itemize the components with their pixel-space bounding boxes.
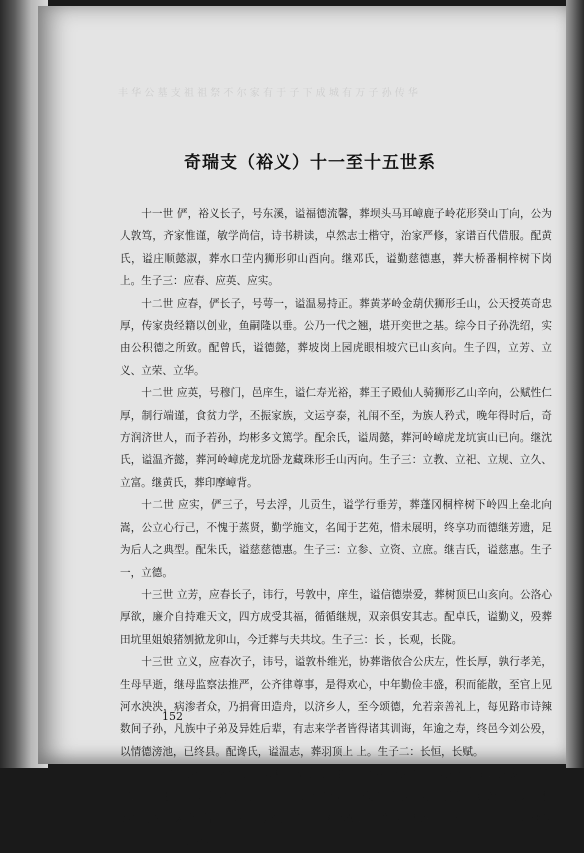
page-number: 152 xyxy=(162,710,183,723)
page-title: 奇瑞支（裕义）十一至十五世系 xyxy=(184,153,436,173)
paragraph-gen12-yingshi: 十二世 应实，俨三子，号去浮，儿贡生，谥学行垂芳，葬蓬冈桐梓树下岭四上垒北向嵩，公立心行己，不愧于蒸贤，勤学施文，名闻于艺苑，惜未展明，终享功而德继芳遗，足为后人之典型。配朱氏，谥慈慈德惠。生子三：立参、立资、立庶。继吉氏，谥慈惠。生子一，立德。 xyxy=(120,499,552,579)
paragraph-gen12-yingying: 十二世 应英，号穆门，邑庠生，谥仁寿光裕，葬王子殿仙人骑狮形乙山辛向，公赋性仁厚，制行端谨，食贫力学，丕振家族，文运亨泰，礼闱不至，为族人矜式，晚年得时后，奇方润济世人，而予若孙，均彬多文篤学。配余氏，谥周懿，葬河岭嶂虎龙坑寅山已向。继沈氏，谥温齐懿，葬河岭嶂虎龙坑卧龙藏珠形壬山丙向。生子三：立教、立祀、立规、立久、立富。继黄氏，葬印摩嶂背。 xyxy=(120,387,552,489)
paragraph-gen12-yingchun: 十二世 应春，俨长子，号萼一，谥温易持正。葬黄茅岭金葫伏狮形壬山，公天授英奇忠厚，传家贵经籍以创业，鱼嗣隆以垂。公乃一代之翘，堪开奕世之基。综今日子孙洗绍，实由公积德之所致。配曾氏，谥德懿，葬坡岗上园虎眼相坡穴已山亥向。生子四，立芳、立义、立荣、立华。 xyxy=(120,297,552,377)
paragraph-gen11-yan: 十一世 俨，裕义长子，号东溪，谥福德流馨，葬坝头马耳嶂鹿子岭花形癸山丁向，公为人敦笃，齐家惟谨，敏学尚信，诗书耕读，卓然志士楷守，治家严修，家谱百代借服。配黄氏，谥庄顺懿淑，葬水口茔内狮形卯山酉向。继邓氏，谥勤慈德惠，葬大桥番桐梓树下岗上。生子三：应春、应英、应实。 xyxy=(120,208,552,288)
bleed-through-text: 丰 华 公 墓 支 祖 祖 祭 不 尔 家 有 于 子 下 成 城 有 万 子 孙 传 华 xyxy=(118,88,418,98)
paragraph-gen13-lirong: 十三世 立荣，应春三子，讳稆，谥朗劲直毅，葬铁福坟右岸，公天性孝友，为乡里所饮式，兄弟析产，让旧宅而不居，与长兄营室岭西，著家训以教子孙，尤乐善好施，时因石源路阻河流，公力所辞之，行者便便，至今道路照领，见俗志。配朱氏，生子一：长存。继马氏，生子一：长存。 xyxy=(120,768,552,848)
paragraph-gen13-lifang: 十三世 立芳，应春长子，讳行，号敦中，庠生，谥信德崇爱，葬树顶巳山亥向。公洛心厚欲，廉介自持难天文，四方成受其福，循循继规，双亲俱安其志。配卓氏，谥勤义，殁葬田坑里姐娘猪刎掀龙卯山，今迁葬与夫共坟。生子三：长 ，长观，长陇。 xyxy=(120,588,552,646)
paragraph-gen13-liyi: 十三世 立义，应春次子，讳号，谥敦朴维光，协葬谐依合公庆左，性长厚，孰行孝羌，生母早逝，继母监察法推严，公齐律尊事，是得欢心，中年勤俭丰盛，积而能散，至官上见河水泱泱，病渗者众，乃捐膏田造舟，以济乡人，至今颂德，允若亲善礼上，每见路市诗辣数间子孙，凡族中子弟及异姓后辈，有志来学者皆得诸其训诲，年逾之寿，终邑今刘公殁，以情德滂池，已终县。配谗氏，谥温志，葬羽顶上 上。生子二：长恒，长赋。 xyxy=(120,656,552,758)
page-edge-shadow xyxy=(566,0,584,768)
genealogy-body xyxy=(120,203,552,853)
